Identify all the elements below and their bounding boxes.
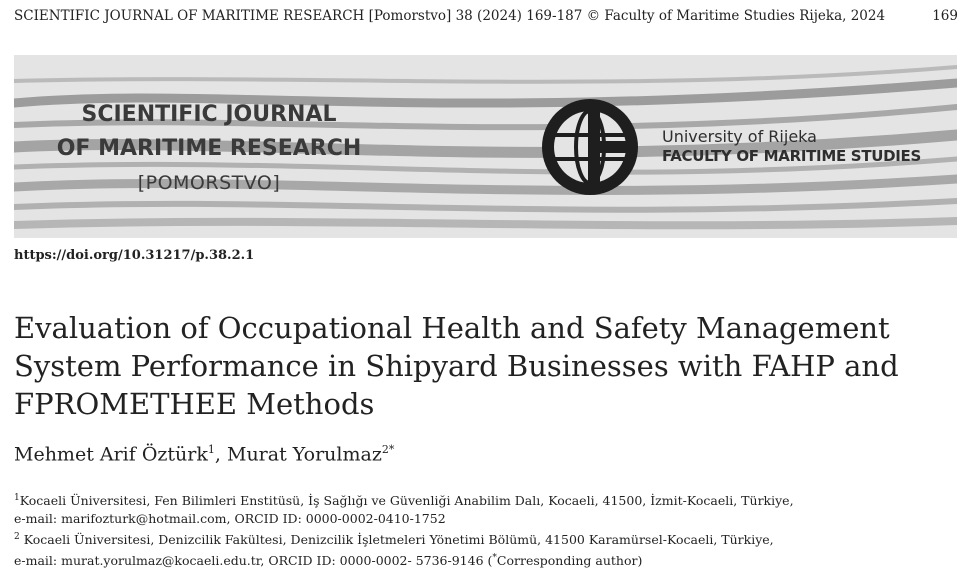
author-list xyxy=(14,443,394,465)
journal-name-line3: [POMORSTVO] xyxy=(137,172,281,194)
affiliation-contact: e-mail: murat.yorulmaz@kocaeli.edu.tr, ORCID ID: 0000-0002- 5736-9146 (*Corresponding author) xyxy=(14,553,643,569)
faculty-name: FACULTY OF MARITIME STUDIES xyxy=(662,147,922,165)
affiliation-institution: Kocaeli Üniversitesi, Denizcilik Fakültesi, Denizcilik İşletmeleri Yönetimi Bölümü, 41500 Karamürsel-Kocaeli, Türkiye, xyxy=(19,532,774,548)
affiliation-institution: Kocaeli Üniversitesi, Fen Bilimleri Enstitüsü, İş Sağlığı ve Güvenliği Anabilim Dalı, Kocaeli, 41500, İzmit-Kocaeli, Türkiye, xyxy=(19,493,794,509)
running-title: SCIENTIFIC JOURNAL OF MARITIME RESEARCH [Pomorstvo] 38 (2024) 169-187 © Faculty of Maritime Studies Rijeka, 2024 xyxy=(14,8,886,24)
university-name: University of Rijeka xyxy=(662,127,817,146)
affiliation-2 xyxy=(14,528,774,570)
journal-banner xyxy=(14,55,957,238)
journal-name-line2: OF MARITIME RESEARCH xyxy=(56,136,362,161)
author-affiliation-mark: 1 xyxy=(207,443,215,456)
author-separator: , xyxy=(214,443,227,466)
affiliation-mark: 2 xyxy=(14,532,20,542)
corresponding-mark: * xyxy=(492,553,497,564)
affiliation-mark: 1 xyxy=(14,493,20,503)
author-affiliation-mark: 2* xyxy=(381,443,395,456)
doi-link[interactable]: https://doi.org/10.31217/p.38.2.1 xyxy=(14,248,255,263)
author-name: Murat Yorulmaz xyxy=(226,443,382,466)
globe-logo-icon xyxy=(538,95,642,199)
affiliation-contact: e-mail: marifozturk@hotmail.com, ORCID ID: 0000-0002-0410-1752 xyxy=(14,511,446,527)
author-name: Mehmet Arif Öztürk xyxy=(14,443,208,466)
journal-name-line1: SCIENTIFIC JOURNAL xyxy=(81,102,337,127)
article-title: Evaluation of Occupational Health and Safety Management System Performance in Shipyard Businesses with FAHP and FPROMETHEE Methods xyxy=(14,311,899,421)
affiliation-1 xyxy=(14,489,794,528)
page-number: 169 xyxy=(932,8,958,24)
running-header xyxy=(14,8,958,24)
